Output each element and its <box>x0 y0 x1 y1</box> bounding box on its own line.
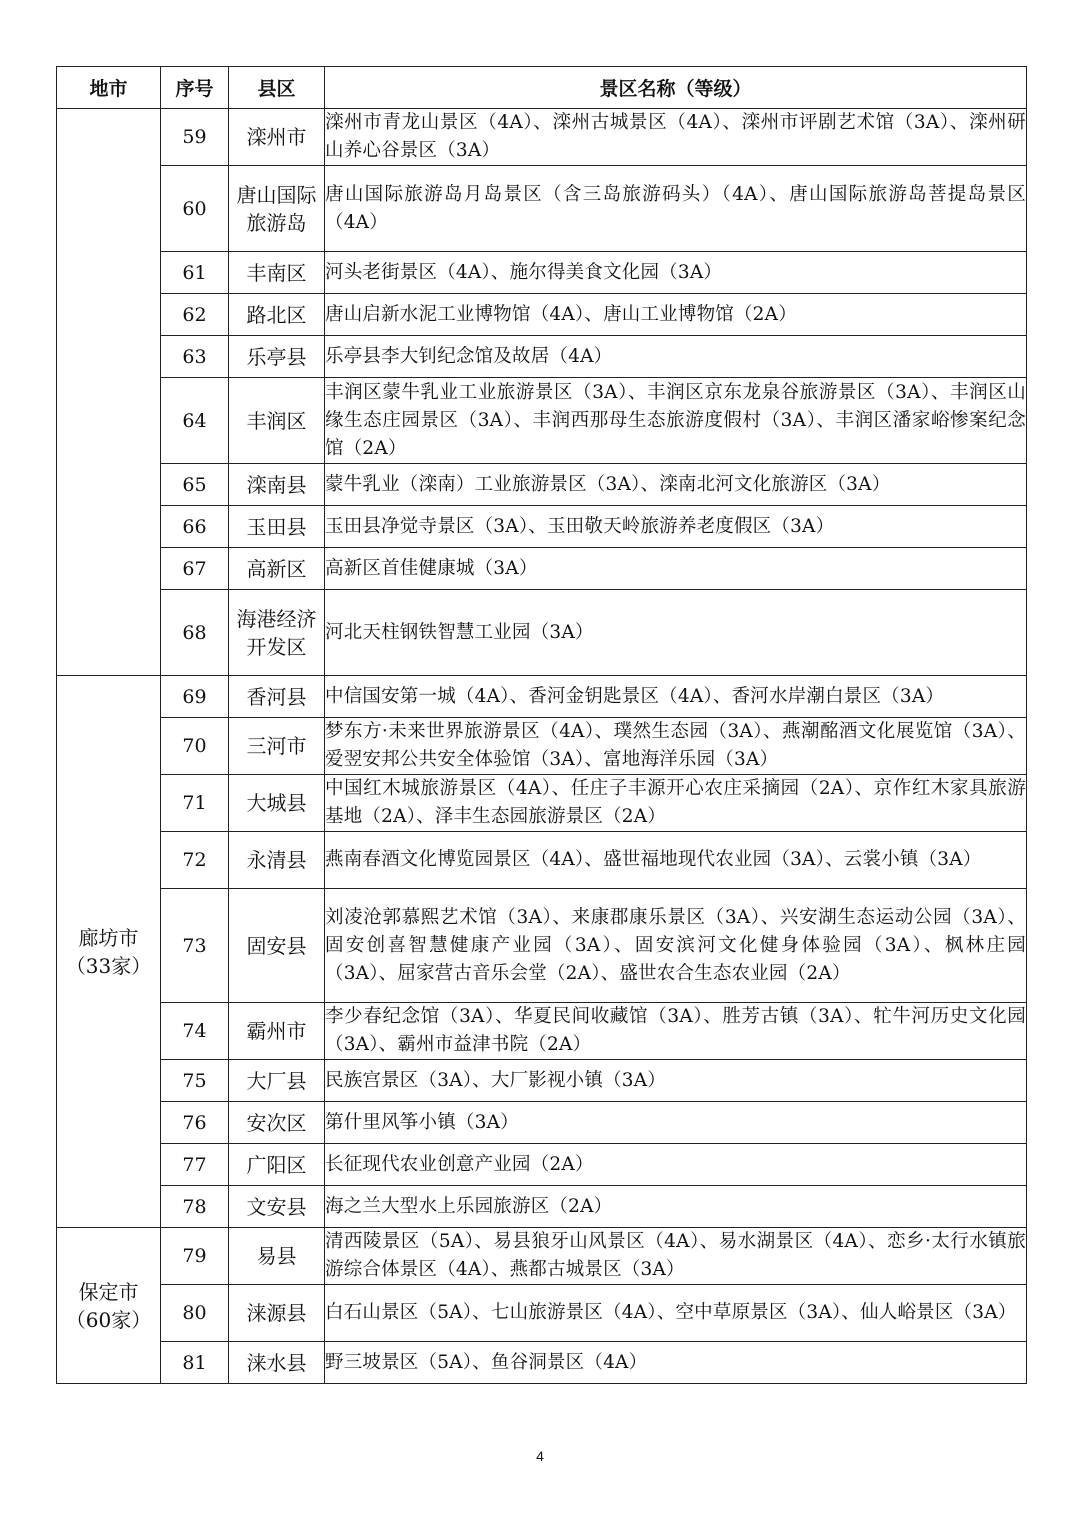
scenic-spots-cell: 唐山启新水泥工业博物馆（4A）、唐山工业博物馆（2A） <box>325 294 1027 336</box>
county-cell: 丰润区 <box>229 378 325 464</box>
county-cell: 易县 <box>229 1228 325 1285</box>
county-cell: 大城县 <box>229 775 325 832</box>
table-row <box>57 1060 1027 1102</box>
scenic-spots-cell: 丰润区蒙牛乳业工业旅游景区（3A）、丰润区京东龙泉谷旅游景区（3A）、丰润区山缘生态庄园景区（3A）、丰润西那母生态旅游度假村（3A）、丰润区潘家峪惨案纪念馆（2A） <box>325 378 1027 464</box>
table-row <box>57 590 1027 676</box>
county-cell: 滦州市 <box>229 109 325 166</box>
row-number: 79 <box>161 1228 229 1285</box>
table-row <box>57 166 1027 252</box>
county-cell: 三河市 <box>229 718 325 775</box>
scenic-spots-cell: 白石山景区（5A）、七山旅游景区（4A）、空中草原景区（3A）、仙人峪景区（3A） <box>325 1285 1027 1342</box>
table-row <box>57 676 1027 718</box>
row-number: 59 <box>161 109 229 166</box>
county-cell: 永清县 <box>229 832 325 889</box>
row-number: 73 <box>161 889 229 1003</box>
table-row <box>57 1144 1027 1186</box>
table-row <box>57 1186 1027 1228</box>
table-header-row <box>57 67 1027 109</box>
county-cell: 文安县 <box>229 1186 325 1228</box>
scenic-spots-cell: 燕南春酒文化博览园景区（4A）、盛世福地现代农业园（3A）、云裳小镇（3A） <box>325 832 1027 889</box>
row-number: 74 <box>161 1003 229 1060</box>
table-row <box>57 1342 1027 1384</box>
table-row <box>57 464 1027 506</box>
scenic-spots-cell: 乐亭县李大钊纪念馆及故居（4A） <box>325 336 1027 378</box>
scenic-spots-cell: 玉田县净觉寺景区（3A）、玉田敬天岭旅游养老度假区（3A） <box>325 506 1027 548</box>
scenic-spots-cell: 河头老街景区（4A）、施尔得美食文化园（3A） <box>325 252 1027 294</box>
county-cell: 高新区 <box>229 548 325 590</box>
scenic-spots-cell: 清西陵景区（5A）、易县狼牙山风景区（4A）、易水湖景区（4A）、恋乡·太行水镇旅游综合体景区（4A）、燕都古城景区（3A） <box>325 1228 1027 1285</box>
page-number: 4 <box>536 1448 544 1464</box>
table-row <box>57 889 1027 1003</box>
scenic-spots-cell: 蒙牛乳业（滦南）工业旅游景区（3A）、滦南北河文化旅游区（3A） <box>325 464 1027 506</box>
row-number: 64 <box>161 378 229 464</box>
table-row <box>57 718 1027 775</box>
scenic-spots-cell: 民族宫景区（3A）、大厂影视小镇（3A） <box>325 1060 1027 1102</box>
scenic-spots-cell: 高新区首佳健康城（3A） <box>325 548 1027 590</box>
row-number: 60 <box>161 166 229 252</box>
county-cell: 大厂县 <box>229 1060 325 1102</box>
row-number: 72 <box>161 832 229 889</box>
scenic-spots-cell: 刘凌沧郭慕熙艺术馆（3A）、来康郡康乐景区（3A）、兴安湖生态运动公园（3A）、固安创喜智慧健康产业园（3A）、固安滨河文化健身体验园（3A）、枫林庄园（3A）、屈家营古音乐会堂（2A）、盛世农合生态农业园（2A） <box>325 889 1027 1003</box>
row-number: 62 <box>161 294 229 336</box>
scenic-spots-cell: 长征现代农业创意产业园（2A） <box>325 1144 1027 1186</box>
table-row <box>57 294 1027 336</box>
scenic-spots-cell: 滦州市青龙山景区（4A）、滦州古城景区（4A）、滦州市评剧艺术馆（3A）、滦州研山养心谷景区（3A） <box>325 109 1027 166</box>
row-number: 63 <box>161 336 229 378</box>
row-number: 66 <box>161 506 229 548</box>
table-row <box>57 336 1027 378</box>
row-number: 77 <box>161 1144 229 1186</box>
city-cell: 廊坊市（33家） <box>57 676 161 1228</box>
table-row <box>57 109 1027 166</box>
row-number: 65 <box>161 464 229 506</box>
table-row <box>57 548 1027 590</box>
county-cell: 固安县 <box>229 889 325 1003</box>
county-cell: 乐亭县 <box>229 336 325 378</box>
table-row <box>57 832 1027 889</box>
scenic-spots-cell: 河北天柱钢铁智慧工业园（3A） <box>325 590 1027 676</box>
row-number: 70 <box>161 718 229 775</box>
row-number: 61 <box>161 252 229 294</box>
county-cell: 香河县 <box>229 676 325 718</box>
scenic-spots-cell: 野三坡景区（5A）、鱼谷洞景区（4A） <box>325 1342 1027 1384</box>
table-row <box>57 1003 1027 1060</box>
header-number: 序号 <box>161 67 229 109</box>
county-cell: 霸州市 <box>229 1003 325 1060</box>
table-row <box>57 1102 1027 1144</box>
header-county: 县区 <box>229 67 325 109</box>
row-number: 69 <box>161 676 229 718</box>
scenic-spots-cell: 梦东方·未来世界旅游景区（4A）、璞然生态园（3A）、燕潮酩酒文化展览馆（3A）、爱翌安邦公共安全体验馆（3A）、富地海洋乐园（3A） <box>325 718 1027 775</box>
county-cell: 路北区 <box>229 294 325 336</box>
scenic-spots-cell: 中信国安第一城（4A）、香河金钥匙景区（4A）、香河水岸潮白景区（3A） <box>325 676 1027 718</box>
row-number: 68 <box>161 590 229 676</box>
county-cell: 滦南县 <box>229 464 325 506</box>
row-number: 76 <box>161 1102 229 1144</box>
scenic-spots-cell: 海之兰大型水上乐园旅游区（2A） <box>325 1186 1027 1228</box>
row-number: 67 <box>161 548 229 590</box>
table-row <box>57 378 1027 464</box>
row-number: 78 <box>161 1186 229 1228</box>
table-row <box>57 775 1027 832</box>
county-cell: 安次区 <box>229 1102 325 1144</box>
scenic-spots-cell: 李少春纪念馆（3A）、华夏民间收藏馆（3A）、胜芳古镇（3A）、牤牛河历史文化园（3A）、霸州市益津书院（2A） <box>325 1003 1027 1060</box>
scenic-spots-cell: 第什里风筝小镇（3A） <box>325 1102 1027 1144</box>
county-cell: 广阳区 <box>229 1144 325 1186</box>
scenic-spots-table <box>56 66 1027 1384</box>
header-city: 地市 <box>57 67 161 109</box>
table-row <box>57 1228 1027 1285</box>
row-number: 71 <box>161 775 229 832</box>
row-number: 75 <box>161 1060 229 1102</box>
county-cell: 玉田县 <box>229 506 325 548</box>
table-row <box>57 252 1027 294</box>
county-cell: 涞水县 <box>229 1342 325 1384</box>
row-number: 80 <box>161 1285 229 1342</box>
county-cell: 海港经济开发区 <box>229 590 325 676</box>
county-cell: 涞源县 <box>229 1285 325 1342</box>
city-cell <box>57 109 161 676</box>
scenic-spots-cell: 唐山国际旅游岛月岛景区（含三岛旅游码头）（4A）、唐山国际旅游岛菩提岛景区（4A） <box>325 166 1027 252</box>
table-row <box>57 1285 1027 1342</box>
scenic-spots-cell: 中国红木城旅游景区（4A）、任庄子丰源开心农庄采摘园（2A）、京作红木家具旅游基地（2A）、泽丰生态园旅游景区（2A） <box>325 775 1027 832</box>
table-row <box>57 506 1027 548</box>
row-number: 81 <box>161 1342 229 1384</box>
county-cell: 丰南区 <box>229 252 325 294</box>
county-cell: 唐山国际旅游岛 <box>229 166 325 252</box>
city-cell: 保定市（60家） <box>57 1228 161 1384</box>
header-scenic-spots: 景区名称（等级） <box>325 67 1027 109</box>
